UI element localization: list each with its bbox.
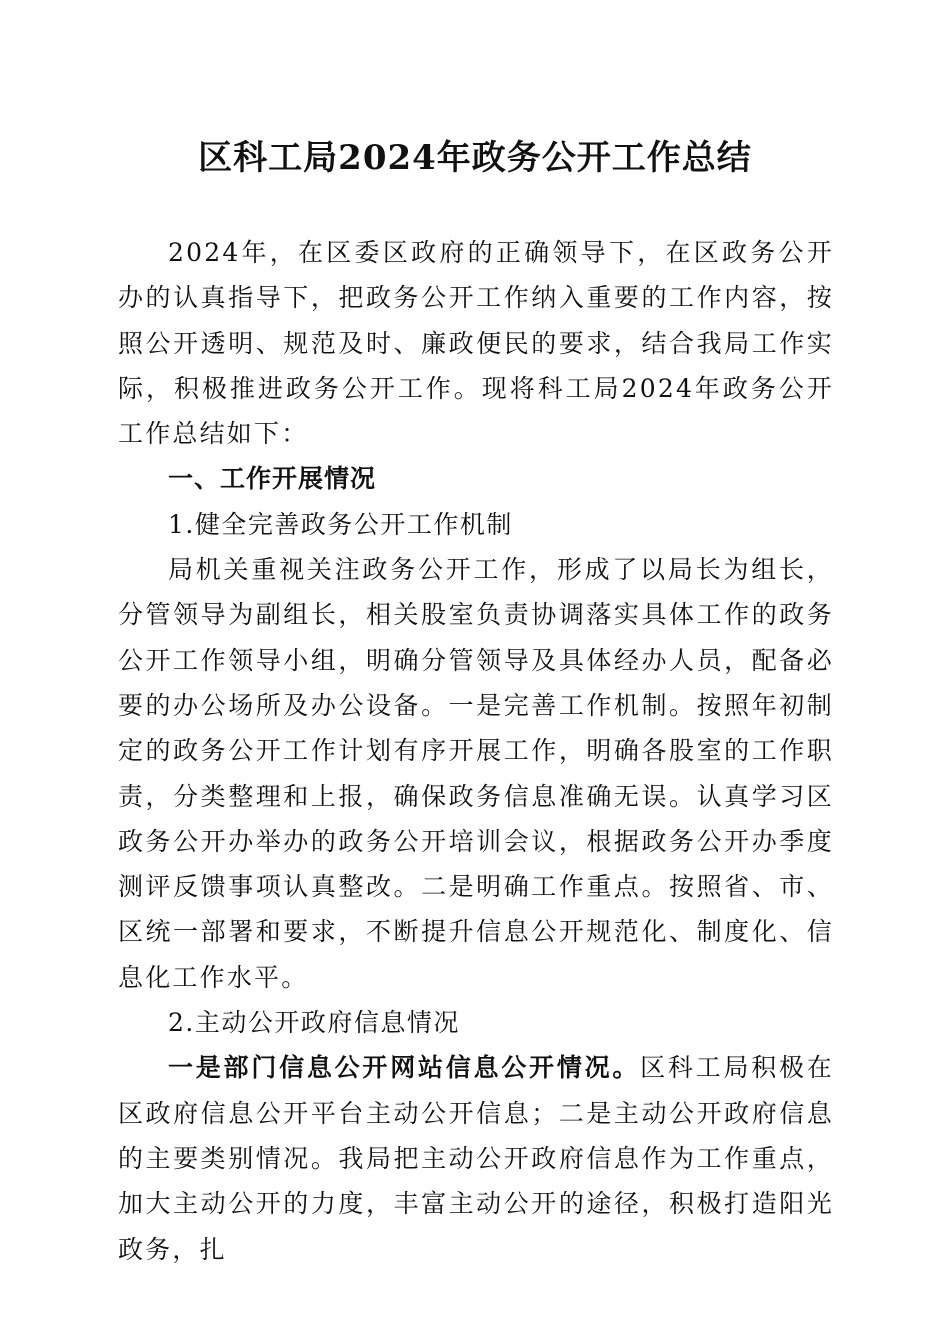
document-title: 区科工局2024年政务公开工作总结 [198, 138, 752, 178]
active-disclosure-paragraph [118, 1045, 834, 1271]
section-heading-work-status: 一、工作开展情况 [168, 464, 377, 494]
subsection-heading-active-disclosure: 2.主动公开政府信息情况 [168, 1008, 460, 1038]
active-disclosure-text: 区科工局积极在区政府信息公开平台主动公开信息；二是主动公开政府信息的主要类别情况。我局把主动公开政府信息作为工作重点，加大主动公开的力度，丰富主动公开的途径，积极打造阳光政务，扎 [118, 1053, 834, 1264]
intro-paragraph: 2024年，在区委区政府的正确领导下，在区政务公开办的认真指导下，把政务公开工作纳入重要的工作内容，按照公开透明、规范及时、廉政便民的要求，结合我局工作实际，积极推进政务公开工作。现将科工局2024年政务公开工作总结如下： [118, 238, 834, 449]
subsection-heading-mechanism: 1.健全完善政务公开工作机制 [168, 509, 513, 539]
active-disclosure-lead: 一是部门信息公开网站信息公开情况。 [168, 1053, 641, 1083]
document-body [118, 230, 834, 1272]
mechanism-paragraph: 局机关重视关注政务公开工作，形成了以局长为组长，分管领导为副组长，相关股室负责协调落实具体工作的政务公开工作领导小组，明确分管领导及具体经办人员，配备必要的办公场所及办公设备。一是完善工作机制。按照年初制定的政务公开工作计划有序开展工作，明确各股室的工作职责，分类整理和上报，确保政务信息准确无误。认真学习区政务公开办举办的政务公开培训会议，根据政务公开办季度测评反馈事项认真整改。二是明确工作重点。按照省、市、区统一部署和要求，不断提升信息公开规范化、制度化、信息化工作水平。 [118, 555, 834, 992]
